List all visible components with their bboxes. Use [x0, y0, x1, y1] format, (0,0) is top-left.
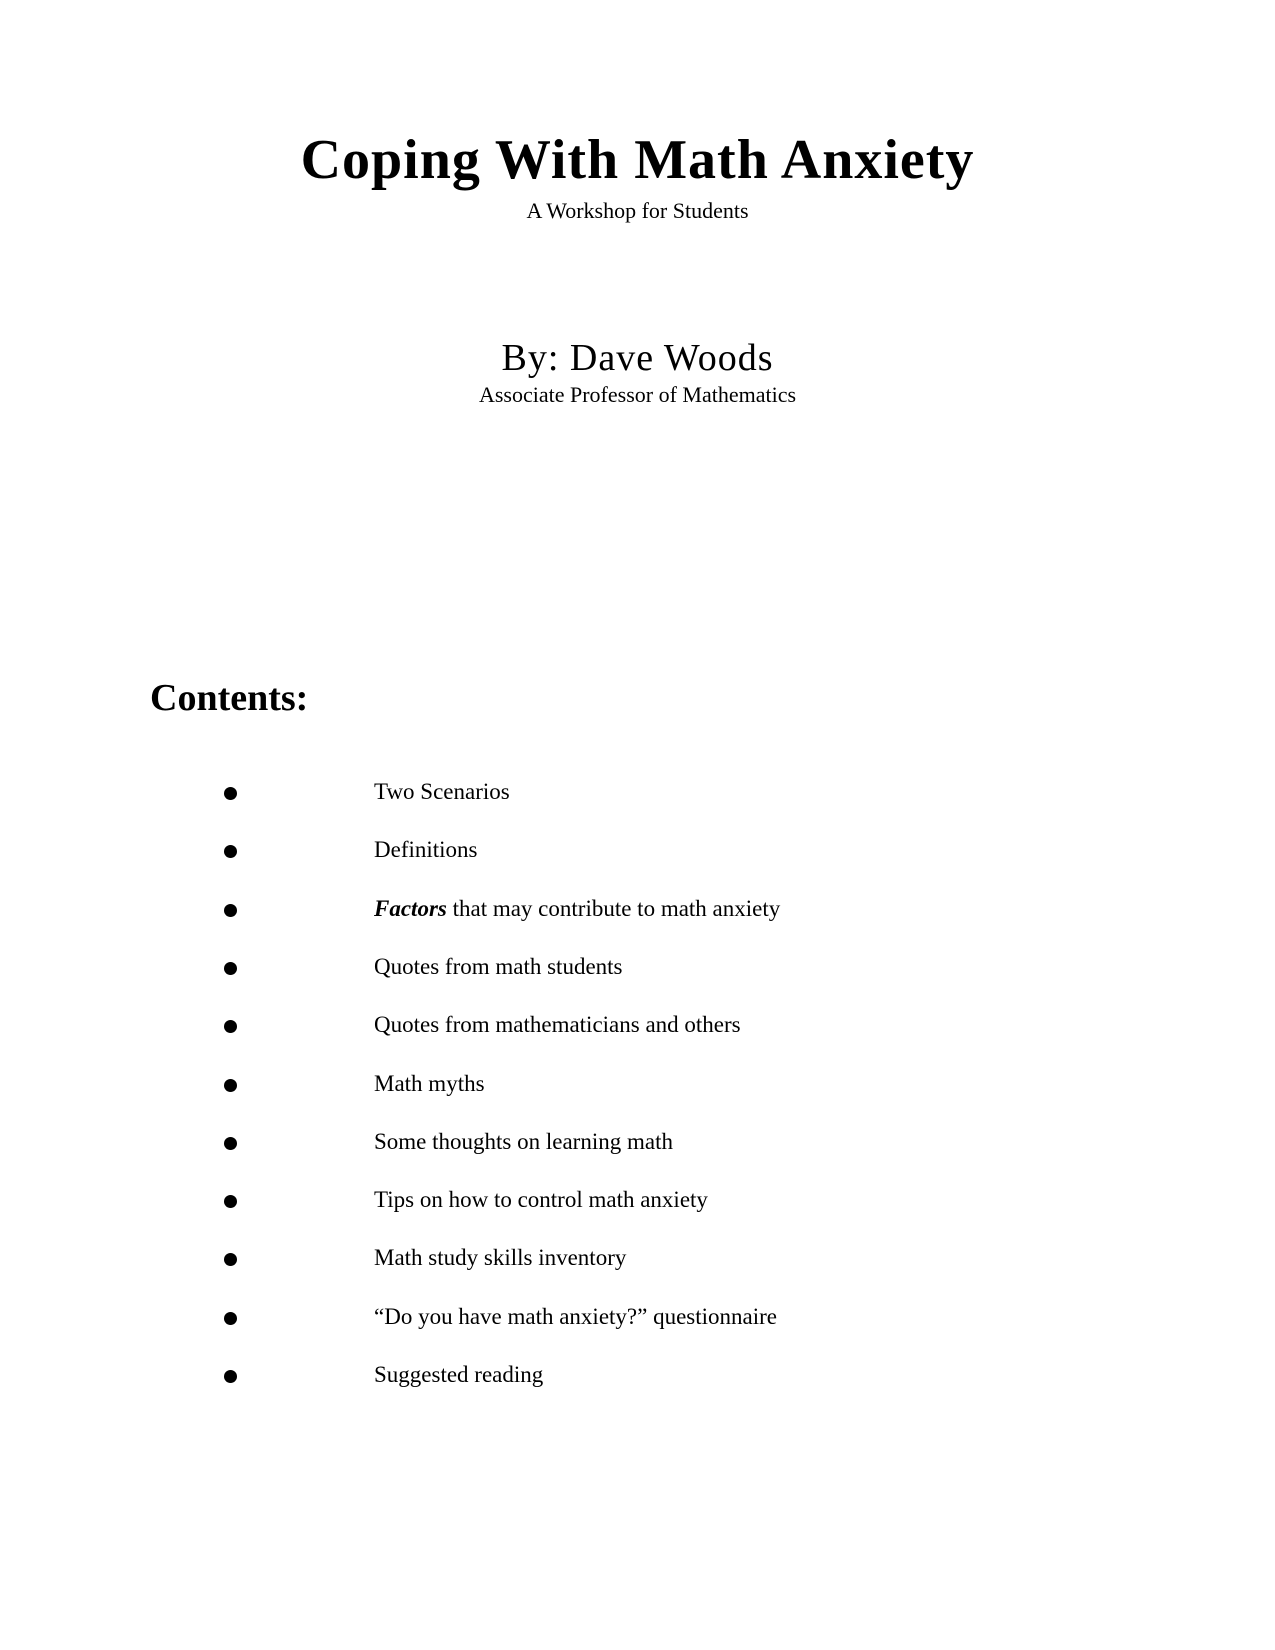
- list-item: [0, 1362, 1275, 1392]
- list-item: [0, 1071, 1275, 1101]
- list-item: [0, 1245, 1275, 1275]
- list-item-label: [374, 954, 623, 980]
- contents-heading: Contents:: [150, 677, 309, 719]
- document-title: Coping With Math Anxiety: [300, 129, 975, 191]
- list-item-label: [374, 1071, 485, 1097]
- list-item: [0, 1304, 1275, 1334]
- emphasis-text: Factors: [374, 895, 447, 921]
- item-text: Suggested reading: [374, 1362, 544, 1387]
- list-item: [0, 837, 1275, 867]
- list-item-label: [374, 1187, 708, 1213]
- item-text: Definitions: [374, 837, 478, 863]
- list-item: [0, 779, 1275, 809]
- bullet-icon: [224, 1137, 237, 1150]
- list-item-label: [374, 1012, 741, 1038]
- bullet-icon: [224, 1253, 237, 1266]
- list-item-label: [374, 1362, 543, 1388]
- list-item-label: [374, 896, 780, 922]
- item-text: that may contribute to math anxiety: [446, 895, 781, 921]
- document-subtitle: A Workshop for Students: [526, 198, 749, 223]
- list-item-label: [374, 779, 510, 805]
- bullet-icon: [224, 904, 237, 917]
- bullet-icon: [224, 1370, 237, 1383]
- list-item: [0, 954, 1275, 984]
- item-text: Quotes from mathematicians and others: [374, 1012, 741, 1038]
- list-item: [0, 1012, 1275, 1042]
- list-item-label: [374, 1129, 673, 1155]
- bullet-icon: [224, 1020, 237, 1033]
- list-item-label: [374, 837, 478, 863]
- item-text: Quotes from math students: [374, 953, 623, 979]
- bullet-icon: [224, 787, 237, 800]
- bullet-icon: [224, 962, 237, 975]
- item-text: “Do you have math anxiety?” questionnaire: [374, 1303, 777, 1329]
- item-text: Math study skills inventory: [374, 1245, 627, 1271]
- list-item-label: [374, 1304, 777, 1330]
- list-item: [0, 1129, 1275, 1159]
- item-text: Some thoughts on learning math: [374, 1128, 673, 1154]
- list-item: [0, 1187, 1275, 1217]
- author-role: Associate Professor of Mathematics: [478, 382, 797, 407]
- bullet-icon: [224, 845, 237, 858]
- list-item-label: [374, 1245, 626, 1271]
- bullet-icon: [224, 1079, 237, 1092]
- item-text: Two Scenarios: [374, 779, 510, 804]
- author: By: Dave Woods: [501, 337, 774, 379]
- list-item: [0, 896, 1275, 926]
- item-text: Tips on how to control math anxiety: [374, 1187, 708, 1213]
- bullet-icon: [224, 1312, 237, 1325]
- item-text: Math myths: [374, 1070, 485, 1096]
- bullet-icon: [224, 1195, 237, 1208]
